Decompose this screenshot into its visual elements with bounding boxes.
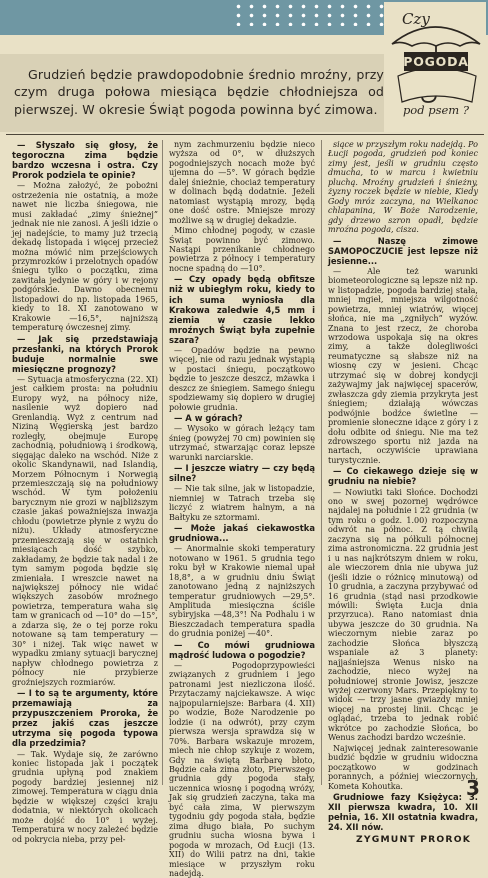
question-paragraph: Grudniowe fazy Księżyca: 3. XII pierwsza kwadra, 10. XII pełnia, 16. XII ostatnia kwadra, 24. XII nów. <box>328 792 478 833</box>
question-paragraph: — Co ciekawego dzieje się w grudniu na niebie? <box>328 466 478 487</box>
question-paragraph: — Słyszało się głosy, że tegoroczna zima będzie bardzo wczesna i ostra. Czy Prorok podziela te opinie? <box>12 140 158 181</box>
question-paragraph: — I jeszcze wiatry — czy będą silne? <box>169 463 315 484</box>
body-paragraph: — Można założyć, że pobożni ostrzeżenia nie ostatnią, a może nawet nie liczba śniegowa, nie musi zakładać „zimy śnieżnej” jednak nie nie zanosi. A jeśli idzie o jej nadejście, to mamy już trzecią dekadę listopada i więcej przecież można mówić nim przejściowych przymrozków i przelotnych opadów śniegu tylko o początku, zima zawitała jedynie w góry i w rejony podgórskie. Dawno obecnemu listopadowi do np. listopada 1965, kiedy to 18. XI zanotowano w Krakowie —16,5°, najniższą temperaturę ówczesnej zimy. <box>12 181 158 333</box>
article-column-3 <box>328 140 478 846</box>
question-paragraph: — Jak się przedstawiają przesłanki, na których Prorok buduje normalnie swe miesięczne prognozy? <box>12 333 158 374</box>
logo-word-main: POGODA <box>403 54 469 69</box>
column-divider <box>321 140 322 785</box>
article-column-1 <box>12 140 158 844</box>
question-paragraph: — Może jakaś ciekawostka grudniowa... <box>169 523 315 544</box>
body-paragraph: Najwięcej jednak zainteresowanie budzić będzie w grudniu widoczna początkowo w godzinach porannych, a później wieczornych, Kometa Kohoutka. <box>328 743 478 791</box>
body-paragraph: — Anormalnie skoki temperatury notowano w 1961. 5 grudnia tego roku był w Krakowie niemal upał 18,8°, a w grudniu dniu Świąt zanotowano jedną z najniższych temperatur grudniowych —29,5°. Amplituda miesięczna ściśle sybiryjska —48,3°! Na Podhalu i w Bieszczadach temperatura spadła do grudnia poniżej —40°. <box>169 544 315 639</box>
logo-word-top: Czy <box>402 10 430 28</box>
question-paragraph: — Co mówi grudniowa mądrość ludowa o pogodzie? <box>169 639 315 660</box>
question-paragraph: — Czy opady będą obfitsze niż w ubiegłym roku, kiedy to ich suma wyniosła dla Krakowa zaledwie 4,5 mm i ziemia w czasie lekko mroźnych Świąt była zupełnie szara? <box>169 274 315 345</box>
body-paragraph: — Sytuacja atmosferyczna (22. XI) jest całkiem prosta: na południu Europy wyż, na północy niże, nasilenie wyż dopiero nad Grenlandią. Wyż z centrum nad Niziną Węgierską jest bardzo rozległy, obejmuje Europę zachodnią, południową i środkową, sięgając daleko na wschód. Niże z okolic Skandynawii, nad Islandią, Morzem Północnym i Norwegią przemieszczają się na południowy wschód. W tym położeniu barycznym nie grozi w najbliższym czasie jakaś poważniejsza inwazja chłodu (powietrze płynie z wyżu do niżu). Układy atmosferyczne przemieszczają się w ostatnich miesiącach dość szybko, zakładamy, że będzie tak nadal i że tym samym pogoda będzie się zmieniała. I wreszcie nawet na największej północy nie widać większych zasobów mroźnego powietrza, temperatura waha się tam w granicach od —10° do —15°, a zdarza się, że o tej porze roku notowane są tam temperatury —30° i niżej. Tak więc nawet w wypadku zmiany sytuacji barycznej napływ chłodnego powietrza z północy nie przybierze groźniejszych rozmiarów. <box>12 375 158 687</box>
body-paragraph: — Pogodoprzypowieści związanych z grudniem i jego patronami jest niezliczona ilość. Przytaczamy najciekawsze. A więc najpopularniejsze: Barbara (4. XII) po wodzie, Boże Narodzenie po lodzie (i na odwrót), przy czym pierwsza wersja sprawdza się w 70%. Barbara wskazuje mrozem, miech nie chłop szykuje z wozem, Gdy na świętą Barbarę błoto, Będzie cała zima złoto, Pierwszego grudnia gdy pogoda stały, uczennica wiosnę i pogodną wróży, Jak się grudzień zaczyna, taka ma być cała zima, W pierwszym tygodniu gdy pogoda stała, będzie zima długo biała, Po suchym grudniu sucha wiosna bywa i pogoda w mrozach, Od Łucji (13. XII) do Wilii patrz na dni, takie miesiące w przyszłym roku nadejdą. <box>169 660 315 878</box>
header-stars-pattern <box>232 2 387 26</box>
article-column-2 <box>169 140 315 878</box>
umbrella-logo-icon <box>384 2 486 120</box>
question-paragraph: — I to są te argumenty, które przemawiają za przypuszczeniem Proroka, że przez jakiś czas jeszcze utrzyma się pogoda typowa dla przedzimia? <box>12 687 158 749</box>
body-paragraph: — Wysoko w górach leżący tam śnieg (powyżej 70 cm) powinien się utrzymać, stwarzając coraz lepsze warunki narciarskie. <box>169 424 315 462</box>
page-number: 3 <box>466 776 480 800</box>
body-paragraph: nym zachmurzeniu będzie nieco wyższa od 0°, w dłuższych pogodniejszych nocach może być ujemna do —5°. W górach będzie dalej śnieżnie, chociaż temperatury w dolinach będą dodatnie. Jeżeli natomiast wystąpią mrozy, będą one dość ostre. Mniejsze mrozy możliwe są w drugiej dekadzie. <box>169 140 315 225</box>
body-paragraph: — Ale też warunki biometeorologiczne są lepsze niż np. w listopadzie, pogoda bardziej stała, mniej mgieł, mniejsza wilgotność powietrza, mniej wiatrów, więcej słońca, nie ma „zgniłych” wyżów. Znana to jest rzecz, że choroba wrzodowa uspokaja się na okres zimy, a także dolegliwości reumatyczne są słabsze niż na wiosnę czy w jesieni. Chcąc utrzymać się w dobrej kondycji zażywajmy jak najwięcej spacerów, zwłaszcza gdy ziemia przykryta jest śniegiem; działają wówczas podwójnie bodźce świetlne — promienie słoneczne idące z góry i z dołu odbite od śniegu. Nie ma też zdrowszego sportu niż jazda na nartach, oczywiście uprawiana turystycznie. <box>328 266 478 465</box>
question-paragraph: — Naszę zimowe SAMOPOCZUCIE jest lepsze niż jesienne... <box>328 235 478 266</box>
column-logo <box>384 2 486 120</box>
author-signature: ZYGMUNT PROROK <box>356 834 472 846</box>
body-paragraph: Mimo chłodnej pogody, w czasie Świąt powinno być zimowo. Nastąpi przenikanie chłodnego powietrza z północy i temperatury nocne spadną do —10°. <box>169 226 315 273</box>
italic-paragraph: siące w przyszłym roku nadejdą. Po Łucji pogoda, grudzień pod koniec zimy jest, jeśli w grudniu często dmucha, to w marcu i kwietniu pluchą. Mroźny grudzień i śnieżny, żyzny roczek będzie w niebie, Kiedy Gody mróz zaczyna, na Wielkanoc chlapanina, W Boże Narodzenie, gdy drzewo szron opadł, będzie mroźna pogoda, cisza. <box>328 140 478 235</box>
body-paragraph: — Tak. Wydaje się, że zarówno koniec listopada jak i początek grudnia upłyną pod znakiem pogody bardziej jesiennej niż zimowej. Temperatura w ciągu dnia będzie w większej części kraju dodatnia, w niektórych okolicach może dojść do 10° i wyżej. Temperatura w nocy zależeć będzie od pokrycia nieba, przy peł- <box>12 749 158 844</box>
question-paragraph: — A w górach? <box>174 413 243 424</box>
logo-word-bottom: pod psem ? <box>402 103 470 117</box>
horizontal-rule <box>6 134 484 135</box>
body-paragraph: — Nowiutki taki Słońce. Dochodzi ono w swej pozornej wędrówce najdalej na południe i 22 grudnia (w tym roku o godz. 1.00) rozpoczyna odwrót na północ. Z tą chwilą zaczyna się na półkuli północnej zima astronomiczna. 22 grudnia jest i u nas najkrótszym dniem w roku, ale wieczorem dnia nie ubywa już (jeśli idzie o różnicę minutową) od 10 grudnia, a zaczyna przybywać od 16 grudnia (stąd nasi przodkowie mówili: Święta Łucja dnia przyrzuca). Rano natomiast dnia ubywa jeszcze do 30 grudnia. Na wieczornym niebie zaraz po zachodzie Słońca błyszczą wspaniale aż 3 planety: najjaśniejsza Wenus nisko na zachodzie, nieco wyżej na południowej stronie Jowisz, jeszcze wyżej czerwony Mars. Przepiękny to widok — trzy jasne gwiazdy mniej więcej na prostej linii. Chcąc je oglądać, trzeba to jednak robić wkrótce po zachodzie Słońca, bo Wenus zachodzi bardzo wcześnie. <box>328 487 478 743</box>
column-divider <box>162 140 163 785</box>
body-paragraph: — Opadów będzie na pewno więcej, nie od razu jednak wystąpią w postaci śniegu, początkowo będzie to jeszcze deszcz, mżawka i deszcz ze śniegiem. Samego śniegu spodziewamy się dopiero w drugiej połowie grudnia. <box>169 346 315 412</box>
body-paragraph: — Nie tak silne, jak w listopadzie, niemniej w Tatrach trzeba się liczyć z wiatrem halnym, a na Bałtyku ze sztormami. <box>169 484 315 522</box>
lead-paragraph: Grudzień będzie prawdopodobnie średnio mroźny, przy czym druga połowa miesiąca będzie chłodniejsza od pierwszej. W okresie Świąt pogoda powinna być zimowa. <box>14 67 384 117</box>
